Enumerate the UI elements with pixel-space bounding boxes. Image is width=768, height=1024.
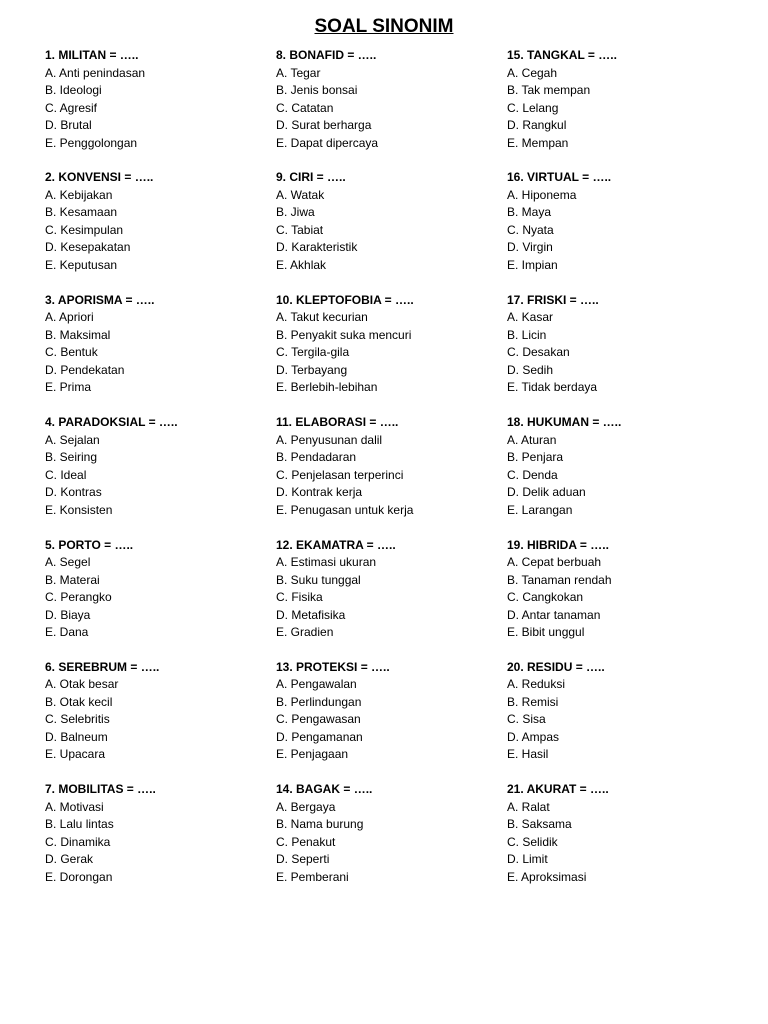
answer-option: B. Jiwa bbox=[276, 205, 315, 220]
answer-option: B. Tanaman rendah bbox=[507, 572, 612, 587]
question-block bbox=[507, 169, 732, 291]
answer-option: D. Balneum bbox=[45, 729, 108, 744]
answer-option: D. Gerak bbox=[45, 852, 94, 867]
question-heading: 17. FRISKI = ….. bbox=[507, 292, 599, 307]
answer-option: E. Keputusan bbox=[45, 257, 118, 272]
question-block bbox=[276, 292, 501, 414]
answer-option: B. Lalu lintas bbox=[45, 817, 114, 832]
question-block bbox=[276, 414, 501, 536]
answer-option: E. Penggolongan bbox=[45, 135, 138, 150]
answer-option: B. Pendadaran bbox=[276, 450, 357, 465]
question-block bbox=[507, 781, 732, 903]
answer-option: A. Sejalan bbox=[45, 432, 100, 447]
question-block bbox=[507, 414, 732, 536]
question-block bbox=[507, 292, 732, 414]
answer-option: A. Anti penindasan bbox=[45, 65, 146, 80]
question-heading: 14. BAGAK = ….. bbox=[276, 782, 373, 797]
answer-option: C. Kesimpulan bbox=[45, 222, 124, 237]
answer-option: E. Bibit unggul bbox=[507, 625, 585, 640]
answer-option: D. Biaya bbox=[45, 607, 91, 622]
answer-option: B. Penyakit suka mencuri bbox=[276, 327, 412, 342]
answer-option: A. Penyusunan dalil bbox=[276, 432, 383, 447]
answer-option: C. Selebritis bbox=[45, 712, 110, 727]
answer-option: D. Limit bbox=[507, 852, 548, 867]
answer-option: B. Maya bbox=[507, 205, 552, 220]
question-heading: 9. CIRI = ….. bbox=[276, 170, 346, 185]
answer-option: D. Ampas bbox=[507, 729, 560, 744]
answer-option: A. Watak bbox=[276, 187, 325, 202]
answer-option: D. Kontrak kerja bbox=[276, 485, 363, 500]
answer-option: D. Kontras bbox=[45, 485, 102, 500]
answer-option: D. Metafisika bbox=[276, 607, 346, 622]
question-heading: 18. HUKUMAN = ….. bbox=[507, 415, 622, 430]
question-column-3 bbox=[507, 47, 732, 904]
question-heading: 19. HIBRIDA = ….. bbox=[507, 537, 609, 552]
answer-option: C. Nyata bbox=[507, 222, 554, 237]
answer-option: B. Kesamaan bbox=[45, 205, 118, 220]
answer-option: B. Materai bbox=[45, 572, 100, 587]
answer-option: E. Aproksimasi bbox=[507, 869, 587, 884]
answer-option: E. Dapat dipercaya bbox=[276, 135, 379, 150]
question-block bbox=[45, 169, 270, 291]
question-heading: 13. PROTEKSI = ….. bbox=[276, 659, 390, 674]
question-block bbox=[45, 47, 270, 169]
question-heading: 20. RESIDU = ….. bbox=[507, 659, 605, 674]
answer-option: C. Agresif bbox=[45, 100, 98, 115]
question-heading: 12. EKAMATRA = ….. bbox=[276, 537, 396, 552]
answer-option: E. Dorongan bbox=[45, 869, 113, 884]
answer-option: B. Licin bbox=[507, 327, 547, 342]
answer-option: A. Cegah bbox=[507, 65, 558, 80]
page-title bbox=[0, 16, 768, 38]
answer-option: A. Kasar bbox=[507, 310, 554, 325]
answer-option: B. Maksimal bbox=[45, 327, 111, 342]
answer-option: D. Brutal bbox=[45, 118, 92, 132]
answer-option: D. Virgin bbox=[507, 240, 553, 255]
answer-option: B. Tak mempan bbox=[507, 83, 591, 97]
answer-option: C. Fisika bbox=[276, 590, 323, 605]
answer-option: A. Bergaya bbox=[276, 799, 336, 814]
question-heading: 11. ELABORASI = ….. bbox=[276, 415, 399, 430]
answer-option: E. Akhlak bbox=[276, 257, 327, 272]
question-heading: 5. PORTO = ….. bbox=[45, 537, 134, 552]
question-block bbox=[45, 537, 270, 659]
answer-option: D. Sedih bbox=[507, 362, 554, 377]
answer-option: A. Cepat berbuah bbox=[507, 555, 602, 570]
question-heading: 3. APORISMA = ….. bbox=[45, 292, 155, 307]
answer-option: B. Ideologi bbox=[45, 83, 102, 97]
answer-option: C. Tergila-gila bbox=[276, 345, 350, 360]
question-block bbox=[45, 292, 270, 414]
answer-option: D. Antar tanaman bbox=[507, 607, 601, 622]
answer-option: A. Pengawalan bbox=[276, 677, 357, 692]
question-heading: 8. BONAFID = ….. bbox=[276, 48, 377, 62]
answer-option: E. Tidak berdaya bbox=[507, 380, 598, 395]
question-block bbox=[276, 659, 501, 781]
question-block bbox=[45, 781, 270, 903]
question-heading: 4. PARADOKSIAL = ….. bbox=[45, 415, 178, 430]
answer-option: C. Perangko bbox=[45, 590, 112, 605]
question-block bbox=[45, 414, 270, 536]
question-block bbox=[276, 47, 501, 169]
question-heading: 21. AKURAT = ….. bbox=[507, 782, 609, 797]
answer-option: C. Dinamika bbox=[45, 834, 111, 849]
question-heading: 16. VIRTUAL = ….. bbox=[507, 170, 612, 185]
question-heading: 6. SEREBRUM = ….. bbox=[45, 659, 160, 674]
answer-option: E. Impian bbox=[507, 257, 558, 272]
answer-option: B. Suku tunggal bbox=[276, 572, 361, 587]
question-block bbox=[276, 537, 501, 659]
answer-option: C. Penjelasan terperinci bbox=[276, 467, 404, 482]
answer-option: A. Estimasi ukuran bbox=[276, 555, 377, 570]
question-block bbox=[276, 169, 501, 291]
answer-option: E. Larangan bbox=[507, 502, 573, 517]
answer-option: B. Otak kecil bbox=[45, 694, 113, 709]
answer-option: C. Sisa bbox=[507, 712, 546, 727]
answer-option: D. Delik aduan bbox=[507, 485, 586, 500]
answer-option: A. Takut kecurian bbox=[276, 310, 368, 325]
answer-option: E. Prima bbox=[45, 380, 92, 395]
answer-option: D. Surat berharga bbox=[276, 118, 372, 132]
answer-option: E. Penugasan untuk kerja bbox=[276, 502, 414, 517]
answer-option: D. Pengamanan bbox=[276, 729, 363, 744]
question-column-2 bbox=[276, 47, 501, 904]
answer-option: D. Kesepakatan bbox=[45, 240, 131, 255]
answer-option: A. Segel bbox=[45, 555, 91, 570]
answer-option: A. Ralat bbox=[507, 799, 550, 814]
answer-option: C. Lelang bbox=[507, 100, 559, 115]
answer-option: B. Penjara bbox=[507, 450, 564, 465]
answer-option: A. Hiponema bbox=[507, 187, 577, 202]
answer-option: B. Saksama bbox=[507, 817, 572, 832]
question-block bbox=[276, 781, 501, 903]
answer-option: C. Desakan bbox=[507, 345, 570, 360]
answer-option: B. Remisi bbox=[507, 694, 559, 709]
answer-option: D. Rangkul bbox=[507, 118, 567, 132]
answer-option: E. Berlebih-lebihan bbox=[276, 380, 378, 395]
answer-option: C. Ideal bbox=[45, 467, 87, 482]
answer-option: A. Motivasi bbox=[45, 799, 104, 814]
answer-option: E. Dana bbox=[45, 625, 89, 640]
question-block bbox=[507, 537, 732, 659]
question-heading: 10. KLEPTOFOBIA = ….. bbox=[276, 292, 414, 307]
answer-option: C. Bentuk bbox=[45, 345, 98, 360]
answer-option: C. Selidik bbox=[507, 834, 558, 849]
answer-option: C. Tabiat bbox=[276, 222, 324, 237]
answer-option: E. Upacara bbox=[45, 747, 106, 762]
answer-option: D. Karakteristik bbox=[276, 240, 358, 255]
answer-option: E. Gradien bbox=[276, 625, 334, 640]
question-block bbox=[45, 659, 270, 781]
answer-option: C. Penakut bbox=[276, 834, 336, 849]
question-heading: 15. TANGKAL = ….. bbox=[507, 48, 617, 62]
answer-option: E. Pemberani bbox=[276, 869, 349, 884]
question-block bbox=[507, 659, 732, 781]
answer-option: E. Mempan bbox=[507, 135, 569, 150]
answer-option: B. Seiring bbox=[45, 450, 98, 465]
answer-option: A. Otak besar bbox=[45, 677, 119, 692]
answer-option: A. Apriori bbox=[45, 310, 94, 325]
answer-option: D. Seperti bbox=[276, 852, 330, 867]
answer-option: E. Penjagaan bbox=[276, 747, 349, 762]
answer-option: A. Kebijakan bbox=[45, 187, 113, 202]
answer-option: E. Hasil bbox=[507, 747, 549, 762]
answer-option: B. Nama burung bbox=[276, 817, 364, 832]
question-heading: 1. MILITAN = ….. bbox=[45, 48, 139, 62]
question-block bbox=[507, 47, 732, 169]
answer-option: D. Terbayang bbox=[276, 362, 348, 377]
answer-option: B. Perlindungan bbox=[276, 694, 362, 709]
answer-option: D. Pendekatan bbox=[45, 362, 125, 377]
answer-option: A. Tegar bbox=[276, 65, 321, 80]
answer-option: B. Jenis bonsai bbox=[276, 83, 358, 97]
answer-option: C. Pengawasan bbox=[276, 712, 361, 727]
answer-option: E. Konsisten bbox=[45, 502, 113, 517]
answer-option: C. Catatan bbox=[276, 100, 334, 115]
page-title-text: SOAL SINONIM bbox=[314, 16, 454, 37]
answer-option: A. Reduksi bbox=[507, 677, 566, 692]
question-column-1 bbox=[45, 47, 270, 904]
answer-option: C. Denda bbox=[507, 467, 558, 482]
answer-option: A. Aturan bbox=[507, 432, 557, 447]
question-heading: 7. MOBILITAS = ….. bbox=[45, 782, 156, 797]
answer-option: C. Cangkokan bbox=[507, 590, 584, 605]
question-heading: 2. KONVENSI = ….. bbox=[45, 170, 154, 185]
